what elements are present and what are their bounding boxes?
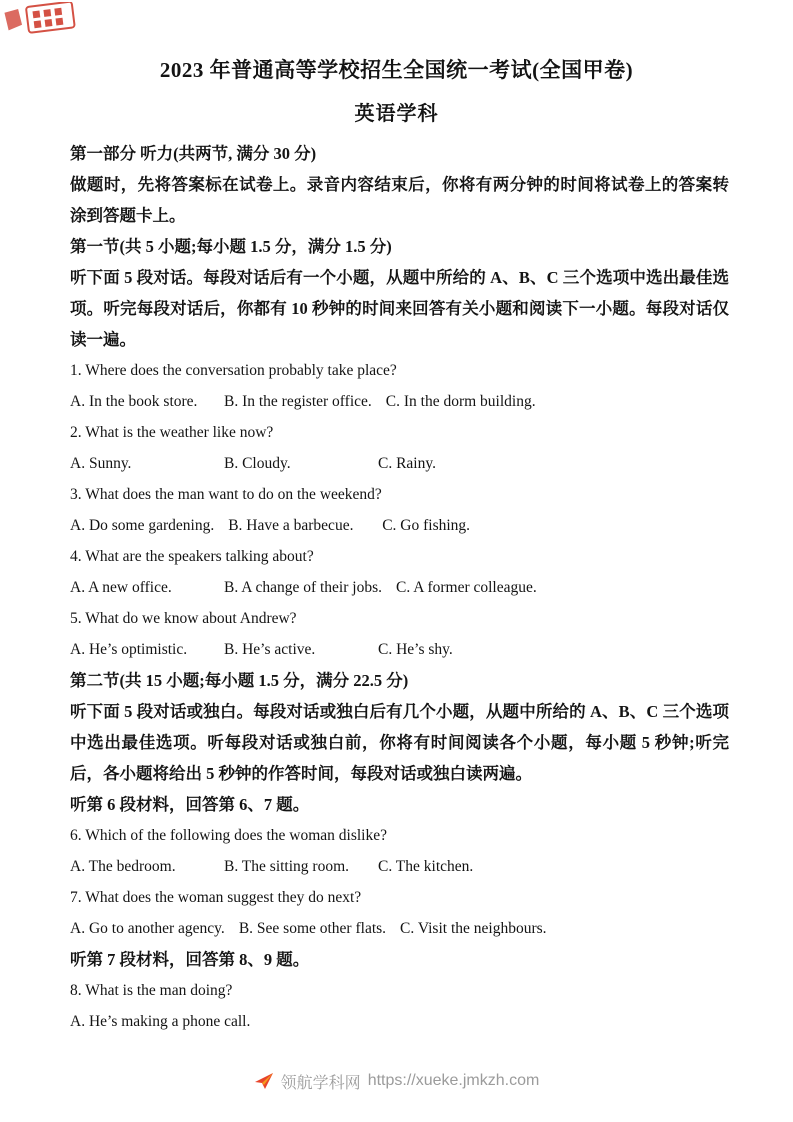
answer-option: B. In the register office. bbox=[224, 393, 372, 411]
chinese-instruction-paragraph: 第二节(共 15 小题;每小题 1.5 分，满分 22.5 分) bbox=[70, 671, 409, 691]
answer-option: B. A change of their jobs. bbox=[224, 579, 382, 597]
answer-option: A. He’s optimistic. bbox=[70, 641, 188, 659]
question-line: 4. What are the speakers talking about? bbox=[70, 548, 314, 566]
answer-option: A. Go to another agency. bbox=[70, 920, 225, 938]
answer-option: C. In the dorm building. bbox=[385, 393, 536, 411]
footer-logo-icon bbox=[254, 1072, 274, 1090]
chinese-instruction-paragraph: 听第 7 段材料，回答第 8、9 题。 bbox=[70, 950, 310, 970]
page-footer bbox=[0, 1064, 793, 1098]
options-line bbox=[70, 851, 729, 882]
answer-option: A. A new office. bbox=[70, 579, 172, 597]
options-line bbox=[70, 386, 729, 417]
answer-option: A. In the book store. bbox=[70, 393, 198, 411]
answer-option: A. Do some gardening. bbox=[70, 517, 215, 535]
answer-option: A. The bedroom. bbox=[70, 858, 176, 876]
answer-option: C. He’s shy. bbox=[378, 641, 453, 659]
footer-site-name: 领航学科网 bbox=[280, 1074, 361, 1092]
question-line: 6. Which of the following does the woman dislike? bbox=[70, 827, 387, 845]
options-line bbox=[70, 634, 729, 665]
document-body bbox=[0, 126, 793, 1037]
question-line: 1. Where does the conversation probably take place? bbox=[70, 362, 397, 380]
options-line bbox=[70, 913, 729, 944]
chinese-instruction-paragraph: 听第 6 段材料，回答第 6、7 题。 bbox=[70, 795, 310, 815]
chinese-instruction-paragraph: 第一节(共 5 小题;每小题 1.5 分，满分 1.5 分) bbox=[70, 237, 392, 257]
chinese-instruction-paragraph: 第一部分 听力(共两节, 满分 30 分) bbox=[70, 144, 317, 164]
answer-option: B. Cloudy. bbox=[224, 455, 291, 473]
answer-option: C. Visit the neighbours. bbox=[400, 920, 547, 938]
answer-option: B. He’s active. bbox=[224, 641, 316, 659]
question-line: 5. What do we know about Andrew? bbox=[70, 610, 297, 628]
answer-option: C. Rainy. bbox=[378, 455, 436, 473]
question-line: 2. What is the weather like now? bbox=[70, 424, 274, 442]
options-line bbox=[70, 448, 729, 479]
chinese-instruction-paragraph: 听下面 5 段对话或独白。每段对话或独白后有几个小题，从题中所给的 A、B、C 三个选项中选出最佳选项。听每段对话或独白前，你将有时间阅读各个小题，每小题 5 秒钟;听完后，各小题将给出 5 秒钟的作答时间，每段对话或独白读两遍。 bbox=[70, 702, 729, 784]
question-line: 7. What does the woman suggest they do next? bbox=[70, 889, 362, 907]
page-title: 2023 年普通高等学校招生全国统一考试(全国甲卷) bbox=[159, 58, 634, 82]
red-stamp-icon bbox=[4, 2, 84, 44]
answer-option: C. A former colleague. bbox=[396, 579, 537, 597]
options-line bbox=[70, 510, 729, 541]
answer-option: C. The kitchen. bbox=[378, 858, 474, 876]
answer-option: A. Sunny. bbox=[70, 455, 132, 473]
answer-option: B. Have a barbecue. bbox=[228, 517, 354, 535]
answer-option: B. The sitting room. bbox=[224, 858, 350, 876]
document-header bbox=[0, 0, 793, 126]
answer-option: B. See some other flats. bbox=[238, 920, 387, 938]
page-subtitle: 英语学科 bbox=[354, 103, 439, 126]
question-line: 3. What does the man want to do on the weekend? bbox=[70, 486, 382, 504]
question-line: A. He’s making a phone call. bbox=[70, 1013, 251, 1031]
chinese-instruction-paragraph: 听下面 5 段对话。每段对话后有一个小题，从题中所给的 A、B、C 三个选项中选出最佳选项。听完每段对话后，你都有 10 秒钟的时间来回答有关小题和阅读下一小题。每段对话仅读一遍。 bbox=[70, 268, 729, 350]
footer-url-link[interactable]: https://xueke.jmkzh.com bbox=[367, 1072, 540, 1089]
chinese-instruction-paragraph: 做题时，先将答案标在试卷上。录音内容结束后，你将有两分钟的时间将试卷上的答案转涂到答题卡上。 bbox=[70, 175, 729, 226]
options-line bbox=[70, 572, 729, 603]
answer-option: C. Go fishing. bbox=[382, 517, 471, 535]
question-line: 8. What is the man doing? bbox=[70, 982, 233, 1000]
